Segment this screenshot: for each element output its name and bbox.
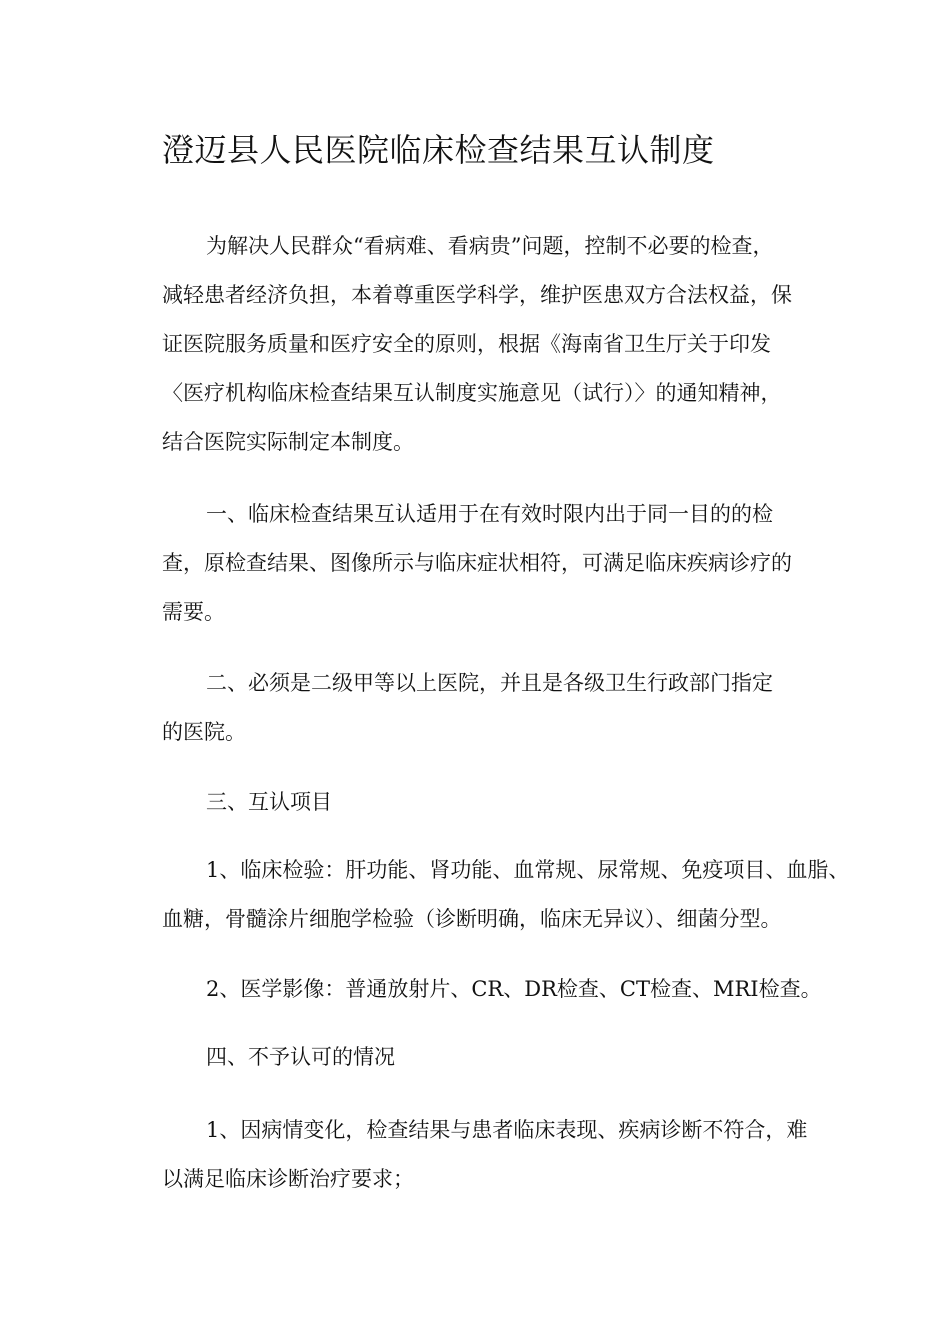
- text-line: 1、因病情变化，检查结果与患者临床表现、疾病诊断不符合，难: [206, 1118, 808, 1142]
- paragraph-preamble: [162, 222, 822, 467]
- text-line: 2、医学影像：普通放射片、CR、DR检查、CT检查、MRI检查。: [206, 977, 822, 1001]
- paragraph-article-1: [162, 490, 822, 637]
- paragraph-not-accepted-1: [162, 1106, 822, 1204]
- text-line: 为解决人民群众“看病难、看病贵”问题，控制不必要的检查，: [206, 234, 774, 258]
- text-line: 证医院服务质量和医疗安全的原则，根据《海南省卫生厅关于印发: [162, 332, 771, 356]
- paragraph-item-imaging: [162, 965, 822, 1014]
- text-line: 结合医院实际制定本制度。: [162, 430, 414, 454]
- text-line: 以满足临床诊断治疗要求；: [162, 1167, 414, 1191]
- paragraph-article-2: [162, 659, 822, 757]
- text-line: 一、临床检查结果互认适用于在有效时限内出于同一目的的检: [206, 502, 773, 526]
- document-title: 澄迈县人民医院临床检查结果互认制度: [162, 131, 715, 169]
- text-line: 〈医疗机构临床检查结果互认制度实施意见（试行）〉的通知精神，: [162, 381, 782, 405]
- text-line: 1、临床检验：肝功能、肾功能、血常规、尿常规、免疫项目、血脂、: [206, 858, 850, 882]
- section-heading-not-accepted: [162, 1033, 822, 1082]
- text-line: 三、互认项目: [206, 790, 332, 814]
- section-heading-mutual-items: [162, 778, 822, 827]
- paragraph-item-lab: [162, 846, 850, 944]
- text-line: 减轻患者经济负担，本着尊重医学科学，维护医患双方合法权益，保: [162, 283, 792, 307]
- text-line: 需要。: [162, 600, 225, 624]
- text-line: 四、不予认可的情况: [206, 1045, 395, 1069]
- text-line: 二、必须是二级甲等以上医院，并且是各级卫生行政部门指定: [206, 671, 773, 695]
- text-line: 查，原检查结果、图像所示与临床症状相符，可满足临床疾病诊疗的: [162, 551, 792, 575]
- text-line: 血糖，骨髓涂片细胞学检验（诊断明确，临床无异议）、细菌分型。: [162, 907, 782, 931]
- text-line: 的医院。: [162, 720, 246, 744]
